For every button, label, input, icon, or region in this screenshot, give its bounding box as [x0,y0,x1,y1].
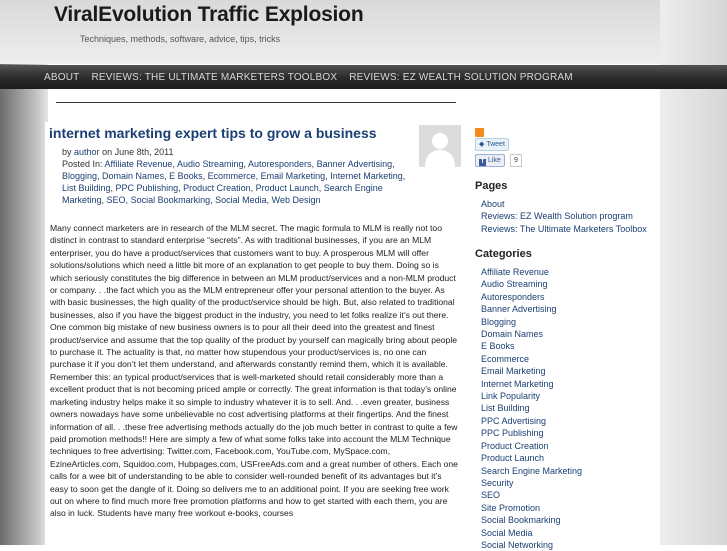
sidebar-category-link[interactable]: Ecommerce [481,353,530,364]
sidebar-category-link[interactable]: PPC Advertising [481,415,547,426]
category-separator: , [101,195,107,205]
post-category-link[interactable]: Autoresponders [248,159,312,169]
category-separator: , [178,183,184,193]
post-category-link[interactable]: Affiliate Revenue [104,159,173,169]
category-separator: , [318,183,324,193]
post-category-link[interactable]: Product Creation [183,183,251,193]
sidebar-category-link[interactable]: Domain Names [481,329,544,340]
post-category-link[interactable]: Search Engine Marketing [62,183,383,205]
post-category-link[interactable]: List Building [62,183,111,193]
post-category-link[interactable]: E Books [169,171,203,181]
post-category-link[interactable]: Banner Advertising [316,159,393,169]
sidebar-category-link[interactable]: Social Bookmarking [481,515,561,526]
post-byline [62,146,410,158]
author-link[interactable]: author [74,147,100,157]
rss-icon[interactable] [475,128,484,137]
sidebar-category-link[interactable]: Banner Advertising [481,304,557,315]
tweet-button[interactable] [475,138,509,151]
categories-list [481,266,582,551]
sidebar-category-link[interactable]: Email Marketing [481,366,546,377]
byline-prefix: by [62,147,72,157]
sidebar-category-link[interactable]: Internet Marketing [481,378,554,389]
post-category-link[interactable]: Ecommerce [207,171,256,181]
facebook-icon: f [479,159,486,166]
category-separator: , [255,171,261,181]
main-nav [0,65,727,89]
nav-item-about[interactable]: ABOUT [44,71,80,83]
divider-line [56,102,456,103]
pages-widget-title: Pages [475,180,508,192]
category-separator: , [250,183,256,193]
sidebar-category-link[interactable]: Social Networking [481,539,554,550]
page-link-about[interactable]: About [481,199,505,209]
category-separator: , [97,171,103,181]
category-separator: , [243,159,249,169]
post-title[interactable]: internet marketing expert tips to grow a business [49,125,377,141]
post-category-link[interactable]: Product Launch [255,183,319,193]
site-tagline: Techniques, methods, software, advice, tips, tricks [80,34,281,44]
post-meta [62,146,410,206]
category-separator: , [110,183,116,193]
post-body: Many connect marketers are in research of the MLM secret. The magic formula to MLM is really not too distinct in contrast to standard enterprise “secrets”. As with traditional businesses, if you are an MLM enterpriser, you do have a product/services that customers want to buy. A prosperous MLM will offer solutions/solutions which need a little bit more of an explanation to get people to buy them. Doing so is which seriously constitutes the big difference in between an MLM product/services and a non-MLM product or company. . .the fact which you as the MLM entrepreneur offer your personal attention to the buyer. As with basic businesses, the high quality of the product/service should be high. But, also related to traditional businesses, also if you have the biggest product in the industry, you need to let folks realize it’s out there. One common big mistake of new business owners is to pour all their deed into the greatest and finest product/service and assume that the top quality of the product by yourself can magically bring about people to purchase it. The actuality is that, no matter how stupendous your product/services is, no one can purchase it if you don’t let them understand, and afterwards constantly remind them, which it is available. Remember this: an typical product/services that is well-marketed should retail considerably more than a excellent product that is not becoming priced ample or correctly. The great information is that today’s online marketing industry helps make it so simple to industry whatever it is to sell. And. . .even greater, business owners nowadays have some unbelievable no cost advertising platforms at their fingertips. And the finest information of all. . .these free advertising methods actually do the job much better in contrast to quite a few paid promotion methods!! Here are simply a few of what some folks take into account the MLM Technique techniques to free advertising: Twitter.com, Facebook.com, YouTube.com, MySpace.com, EzineArticles.com, Squidoo.com, Hubpages.com, USFreeAds.com and a great number of others. Each one calls for a wee bit of understanding to be able to consider well-rounded benefit of its advantages but it’s easy to soon get the dangle of it. Doing so delivers me to an additional point. If you are seeking free work out on where to find much more free promotion platforms and how to get started with each them, you are also in luck. Students have many free workout e-books, courses [50,223,458,519]
post-category-link[interactable]: Internet Marketing [330,171,403,181]
sidebar-category-link[interactable]: E Books [481,341,515,352]
post-category-link[interactable]: SEO [106,195,126,205]
like-count: 9 [510,154,522,167]
sidebar-category-link[interactable]: SEO [481,490,501,501]
page-link-ez-wealth[interactable]: Reviews: EZ Wealth Solution program [481,211,633,222]
post-category-link[interactable]: Social Media [215,195,267,205]
categories-widget-title: Categories [475,248,532,260]
user-silhouette-icon [419,125,461,167]
posted-in-label: Posted In: [62,159,103,169]
twitter-bird-icon: ◆ [479,141,485,148]
post-category-link[interactable]: Web Design [271,195,321,205]
sidebar-category-link[interactable]: Site Promotion [481,502,541,513]
post-content [45,122,465,545]
sidebar-category-link[interactable]: Security [481,477,514,488]
category-separator: , [164,171,170,181]
facebook-like-button[interactable] [475,154,505,167]
category-separator: , [172,159,177,169]
category-separator: , [210,195,216,205]
category-separator: , [325,171,331,181]
post-category-link[interactable]: PPC Publishing [115,183,179,193]
category-separator: , [202,171,208,181]
post-date: on June 8th, 2011 [102,147,174,157]
sidebar-category-link[interactable]: List Building [481,403,530,414]
page-link-toolbox[interactable]: Reviews: The Ultimate Marketers Toolbox [481,223,647,234]
post-category-link[interactable]: Social Bookmarking [130,195,211,205]
sidebar-category-link[interactable]: PPC Publishing [481,428,544,439]
category-separator: , [311,159,317,169]
post-category-link[interactable]: Domain Names [102,171,165,181]
post-category-link[interactable]: Email Marketing [260,171,326,181]
sidebar-category-link[interactable]: Product Launch [481,453,545,464]
category-links [62,159,405,205]
nav-item-toolbox-review[interactable]: REVIEWS: THE ULTIMATE MARKETERS TOOLBOX [91,71,338,83]
site-title[interactable]: ViralEvolution Traffic Explosion [54,3,364,26]
sidebar [475,124,660,550]
nav-item-ez-wealth-review[interactable]: REVIEWS: EZ WEALTH SOLUTION PROGRAM [349,71,573,83]
sidebar-category-link[interactable]: Blogging [481,316,517,327]
category-separator: , [266,195,272,205]
sidebar-category-link[interactable]: Product Creation [481,440,549,451]
sidebar-category-link[interactable]: Audio Streaming [481,279,548,290]
post-categories [62,158,410,206]
post-category-link[interactable]: Blogging [62,171,98,181]
sidebar-category-link[interactable]: Autoresponders [481,291,545,302]
tweet-label: Tweet [486,141,505,148]
sidebar-category-link[interactable]: Affiliate Revenue [481,267,549,277]
category-separator: , [125,195,131,205]
category-separator: , [392,159,395,169]
category-separator: , [402,171,406,181]
sidebar-category-link[interactable]: Social Media [481,527,533,538]
sidebar-category-link[interactable]: Link Popularity [481,391,541,402]
post-category-link[interactable]: Audio Streaming [176,159,244,169]
pages-list [481,198,647,235]
like-label: Like [487,157,501,164]
sidebar-category-link[interactable]: Search Engine Marketing [481,465,583,476]
